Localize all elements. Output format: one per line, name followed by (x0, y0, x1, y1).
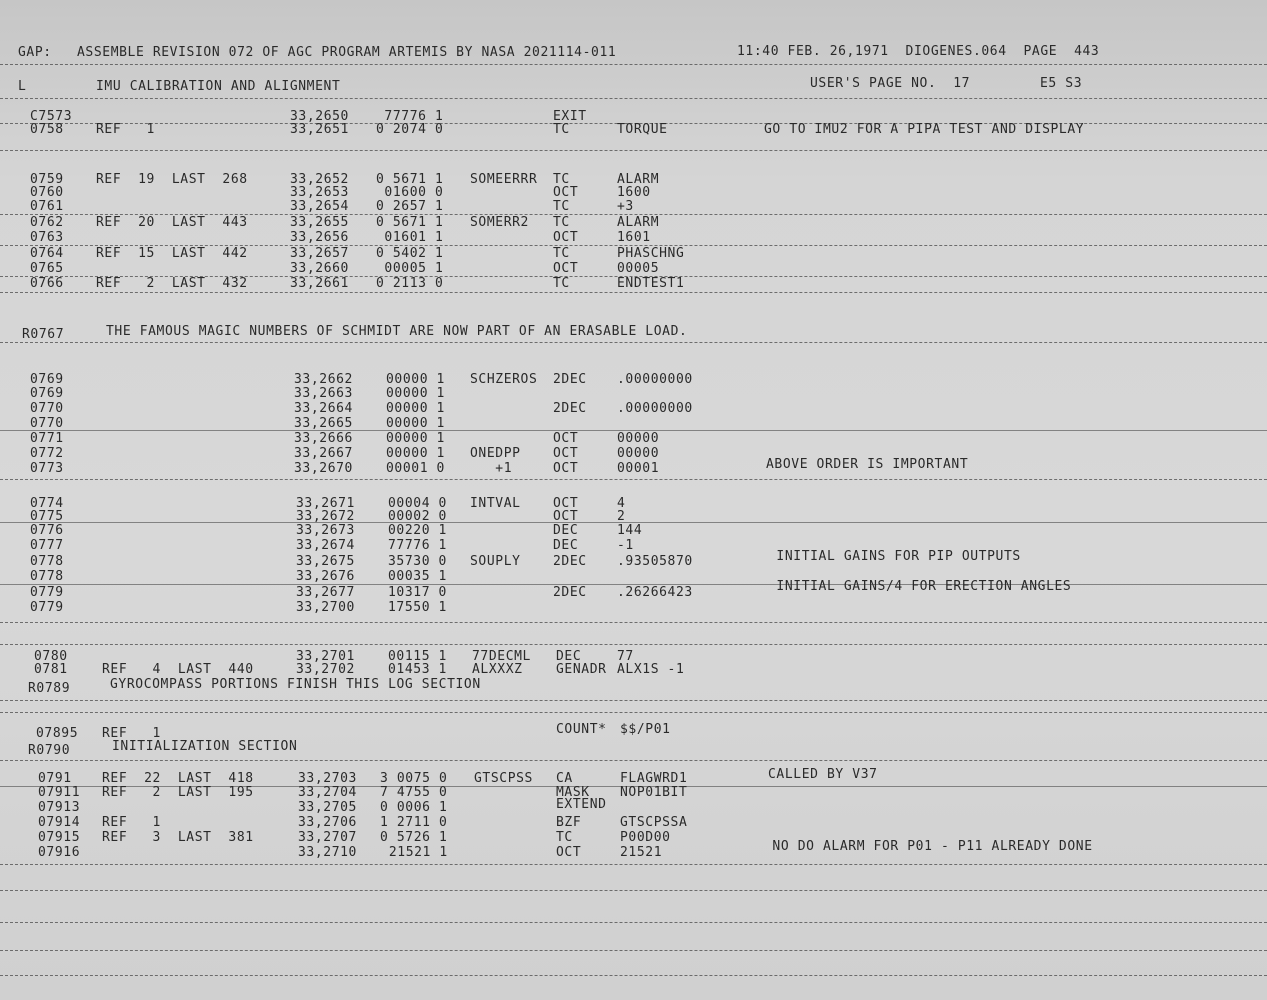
operand: 00000 (617, 446, 660, 461)
line-number: 0770 (30, 401, 64, 416)
address: 33,2707 (298, 830, 357, 845)
symbol-label: ONEDPP (470, 446, 521, 461)
octal-word: 00000 1 (386, 386, 445, 401)
table-row (0, 123, 1267, 138)
comment: CALLED BY V37 (768, 767, 878, 782)
operand: +3 (617, 199, 634, 214)
line-number: 0778 (30, 569, 64, 584)
address: 33,2701 (296, 649, 355, 664)
opcode: TC (556, 830, 573, 845)
opcode: 2DEC (553, 401, 587, 416)
address: 33,2656 (290, 230, 349, 245)
opcode: TC (553, 122, 570, 137)
table-row (0, 457, 1267, 477)
listing-header: GAP: ASSEMBLE REVISION 072 OF AGC PROGRAM ARTEMIS BY NASA 2021114-011 (18, 45, 617, 60)
octal-word: 17550 1 (388, 600, 447, 615)
row-divider (0, 342, 1267, 343)
symbol-label: SOMEERRR (470, 172, 538, 187)
operand: 21521 (620, 845, 663, 860)
line-number: 0774 (30, 496, 64, 511)
octal-word: 1 2711 0 (380, 815, 448, 830)
octal-word: 0 5671 1 (376, 172, 444, 187)
address: 33,2662 (294, 372, 353, 387)
line-number: 07914 (38, 815, 81, 830)
address: 33,2654 (290, 199, 349, 214)
octal-word: 00000 1 (386, 401, 445, 416)
line-number: 0775 (30, 509, 64, 524)
opcode: OCT (553, 496, 579, 511)
table-row (0, 549, 1267, 570)
operand: ALARM (617, 215, 660, 230)
line-number: 07895 (36, 726, 79, 741)
octal-word: 10317 0 (388, 585, 447, 600)
remark-text: THE FAMOUS MAGIC NUMBERS OF SCHMIDT ARE NOW PART OF AN ERASABLE LOAD. (106, 324, 688, 339)
operand: PHASCHNG (617, 246, 685, 261)
operand: 00000 (617, 431, 660, 446)
address: 33,2651 (290, 122, 349, 137)
octal-word: 00005 1 (376, 261, 444, 276)
table-row (0, 387, 1267, 402)
operand: .93505870 (617, 554, 693, 569)
remark-text: GYROCOMPASS PORTIONS FINISH THIS LOG SECTION (110, 677, 481, 692)
operand: GTSCPSSA (620, 815, 688, 830)
operand: 4 (617, 496, 626, 511)
operand: 1600 (617, 185, 651, 200)
address: 33,2657 (290, 246, 349, 261)
opcode: 2DEC (553, 372, 587, 387)
address: 33,2666 (294, 431, 353, 446)
address: 33,2710 (298, 845, 357, 860)
opcode: CA (556, 771, 573, 786)
cross-reference: REF 3 LAST 381 (102, 830, 254, 845)
operand: ENDTEST1 (617, 276, 685, 291)
opcode: TC (553, 246, 570, 261)
section-code: E5 S3 (1040, 76, 1083, 91)
opcode: BZF (556, 815, 582, 830)
table-row (0, 262, 1267, 277)
address: 33,2705 (298, 800, 357, 815)
table-row (0, 786, 1267, 801)
line-number: 0761 (30, 199, 64, 214)
cross-reference: REF 1 (102, 815, 161, 830)
row-divider (0, 644, 1267, 645)
octal-word: 00000 1 (386, 416, 445, 431)
table-row (0, 839, 1267, 861)
table-row (0, 524, 1267, 539)
table-row (0, 663, 1267, 678)
table-row (0, 570, 1267, 585)
address: 33,2703 (298, 771, 357, 786)
row-divider (0, 890, 1267, 891)
row-divider (0, 700, 1267, 701)
line-number: 0760 (30, 185, 64, 200)
octal-word: 21521 1 (372, 845, 448, 860)
symbol-label: +1 (470, 461, 513, 476)
octal-word: 00000 1 (386, 372, 445, 387)
opcode: EXTEND (556, 797, 607, 812)
line-number: 0759 (30, 172, 64, 187)
remark-text: INITIALIZATION SECTION (112, 739, 298, 754)
comment: ABOVE ORDER IS IMPORTANT (766, 457, 969, 472)
operand: NOP01BIT (620, 785, 688, 800)
table-row (0, 816, 1267, 831)
octal-word: 01600 0 (376, 185, 444, 200)
octal-word: 0 2074 0 (376, 122, 444, 137)
table-row (0, 402, 1267, 417)
table-row (0, 200, 1267, 215)
line-number: 0769 (30, 372, 64, 387)
opcode: OCT (553, 185, 579, 200)
address: 33,2650 (290, 109, 349, 124)
line-number: 0758 (30, 122, 64, 137)
symbol-label: SOUPLY (470, 554, 521, 569)
address: 33,2655 (290, 215, 349, 230)
header-rule (0, 64, 1267, 65)
cross-reference: REF 1 (96, 122, 155, 137)
operand: 1601 (617, 230, 651, 245)
octal-word: 01601 1 (376, 230, 444, 245)
octal-word: 01453 1 (388, 662, 447, 677)
user-page-number: USER'S PAGE NO. 17 (810, 76, 971, 91)
opcode: OCT (553, 261, 579, 276)
address: 33,2674 (296, 538, 355, 553)
octal-word: 00000 1 (386, 446, 445, 461)
address: 33,2667 (294, 446, 353, 461)
line-number: 07915 (38, 830, 81, 845)
opcode: COUNT* (556, 722, 607, 737)
operand: TORQUE (617, 122, 668, 137)
octal-word: 00001 0 (386, 461, 445, 476)
row-divider (0, 975, 1267, 976)
table-row (0, 447, 1267, 462)
octal-word: 0 5402 1 (376, 246, 444, 261)
opcode: TC (553, 276, 570, 291)
operand: ALARM (617, 172, 660, 187)
row-divider (0, 922, 1267, 923)
opcode: DEC (556, 649, 582, 664)
line-number: 0776 (30, 523, 64, 538)
line-number: C7573 (30, 109, 73, 124)
octal-word: 00004 0 (388, 496, 447, 511)
section-marker: L (18, 79, 27, 94)
table-row (0, 373, 1267, 388)
line-number: 0777 (30, 538, 64, 553)
octal-word: 77776 1 (388, 538, 447, 553)
comment: INITIAL GAINS FOR PIP OUTPUTS (768, 549, 1021, 564)
address: 33,2661 (290, 276, 349, 291)
row-divider (0, 479, 1267, 480)
address: 33,2676 (296, 569, 355, 584)
opcode: TC (553, 199, 570, 214)
operand: .00000000 (617, 401, 693, 416)
cross-reference: REF 19 LAST 268 (96, 172, 248, 187)
octal-word: 0 0006 1 (380, 800, 448, 815)
table-row (0, 432, 1267, 447)
opcode: OCT (553, 509, 579, 524)
octal-word: 00115 1 (388, 649, 447, 664)
operand: 00005 (617, 261, 660, 276)
address: 33,2664 (294, 401, 353, 416)
opcode: TC (553, 172, 570, 187)
comment: NO DO ALARM FOR P01 - P11 ALREADY DONE (764, 839, 1093, 854)
octal-word: 0 2113 0 (376, 276, 444, 291)
line-number: 0772 (30, 446, 64, 461)
cross-reference: REF 20 LAST 443 (96, 215, 248, 230)
symbol-label: ALXXXZ (472, 662, 523, 677)
address: 33,2704 (298, 785, 357, 800)
opcode: EXIT (553, 109, 587, 124)
opcode: MASK (556, 785, 590, 800)
symbol-label: SCHZEROS (470, 372, 538, 387)
address: 33,2673 (296, 523, 355, 538)
address: 33,2653 (290, 185, 349, 200)
octal-word: 00000 1 (386, 431, 445, 446)
address: 33,2706 (298, 815, 357, 830)
line-number: 07913 (38, 800, 81, 815)
table-row (0, 539, 1267, 554)
table-row (0, 601, 1267, 616)
line-number: 0764 (30, 246, 64, 261)
address: 33,2670 (294, 461, 353, 476)
operand: 2 (617, 509, 626, 524)
octal-word: 0 5726 1 (380, 830, 448, 845)
listing-timestamp: 11:40 FEB. 26,1971 DIOGENES.064 PAGE 443 (737, 44, 1100, 59)
line-number: 07911 (38, 785, 81, 800)
line-number: 0769 (30, 386, 64, 401)
comment: GO TO IMU2 FOR A PIPA TEST AND DISPLAY (764, 122, 1085, 137)
line-number: 0779 (30, 585, 64, 600)
opcode: DEC (553, 538, 579, 553)
line-number: 0779 (30, 600, 64, 615)
line-number: 0766 (30, 276, 64, 291)
octal-word: 7 4755 0 (380, 785, 448, 800)
address: 33,2675 (296, 554, 355, 569)
opcode: TC (553, 215, 570, 230)
line-number: 0763 (30, 230, 64, 245)
operand: 77 (617, 649, 634, 664)
line-number: 0771 (30, 431, 64, 446)
octal-word: 77776 1 (376, 109, 444, 124)
octal-word: 00002 0 (388, 509, 447, 524)
address: 33,2700 (296, 600, 355, 615)
cross-reference: REF 4 LAST 440 (102, 662, 254, 677)
octal-word: 0 5671 1 (376, 215, 444, 230)
opcode: OCT (556, 845, 582, 860)
line-number: 0780 (34, 649, 68, 664)
operand: -1 (617, 538, 634, 553)
operand: FLAGWRD1 (620, 771, 688, 786)
table-row (0, 797, 1267, 816)
line-number: 0791 (38, 771, 72, 786)
table-row (0, 247, 1267, 262)
address: 33,2702 (296, 662, 355, 677)
octal-word: 00220 1 (388, 523, 447, 538)
operand: .00000000 (617, 372, 693, 387)
operand: .26266423 (617, 585, 693, 600)
row-divider (0, 864, 1267, 865)
opcode: DEC (553, 523, 579, 538)
row-divider (0, 760, 1267, 761)
symbol-label: 77DECML (472, 649, 531, 664)
line-number: 0773 (30, 461, 64, 476)
row-divider (0, 150, 1267, 151)
cross-reference: REF 15 LAST 442 (96, 246, 248, 261)
operand: 144 (617, 523, 643, 538)
table-row (0, 277, 1267, 292)
line-number: 0765 (30, 261, 64, 276)
octal-word: 00035 1 (388, 569, 447, 584)
operand: ALX1S -1 (617, 662, 685, 677)
octal-word: 3 0075 0 (380, 771, 448, 786)
operand: 00001 (617, 461, 660, 476)
row-divider (0, 292, 1267, 293)
table-row (0, 231, 1267, 246)
remark-line-number: R0789 (28, 681, 71, 696)
opcode: OCT (553, 431, 579, 446)
operand: $$/P01 (620, 722, 671, 737)
address: 33,2663 (294, 386, 353, 401)
octal-word: 35730 0 (388, 554, 447, 569)
row-divider (0, 712, 1267, 713)
row-divider (0, 622, 1267, 623)
remark-line-number: R0767 (22, 327, 65, 342)
address: 33,2660 (290, 261, 349, 276)
cross-reference: REF 22 LAST 418 (102, 771, 254, 786)
opcode: GENADR (556, 662, 607, 677)
cross-reference: REF 2 LAST 195 (102, 785, 254, 800)
opcode: OCT (553, 461, 579, 476)
address: 33,2652 (290, 172, 349, 187)
address: 33,2665 (294, 416, 353, 431)
line-number: 0781 (34, 662, 68, 677)
address: 33,2672 (296, 509, 355, 524)
opcode: 2DEC (553, 554, 587, 569)
section-title: IMU CALIBRATION AND ALIGNMENT (96, 79, 341, 94)
table-row (0, 216, 1267, 231)
table-row (0, 579, 1267, 601)
line-number: 07916 (38, 845, 81, 860)
address: 33,2677 (296, 585, 355, 600)
line-number: 0770 (30, 416, 64, 431)
line-number: 0778 (30, 554, 64, 569)
remark-line-number: R0790 (28, 743, 71, 758)
opcode: OCT (553, 446, 579, 461)
symbol-label: INTVAL (470, 496, 521, 511)
address: 33,2671 (296, 496, 355, 511)
symbol-label: SOMERR2 (470, 215, 529, 230)
cross-reference: REF 2 LAST 432 (96, 276, 248, 291)
subheader-rule (0, 98, 1267, 99)
comment: INITIAL GAINS/4 FOR ERECTION ANGLES (768, 579, 1072, 594)
row-divider (0, 950, 1267, 951)
cross-reference: REF 1 (102, 726, 161, 741)
line-number: 0762 (30, 215, 64, 230)
symbol-label: GTSCPSS (474, 771, 533, 786)
opcode: OCT (553, 230, 579, 245)
octal-word: 0 2657 1 (376, 199, 444, 214)
opcode: 2DEC (553, 585, 587, 600)
operand: P00D00 (620, 830, 671, 845)
